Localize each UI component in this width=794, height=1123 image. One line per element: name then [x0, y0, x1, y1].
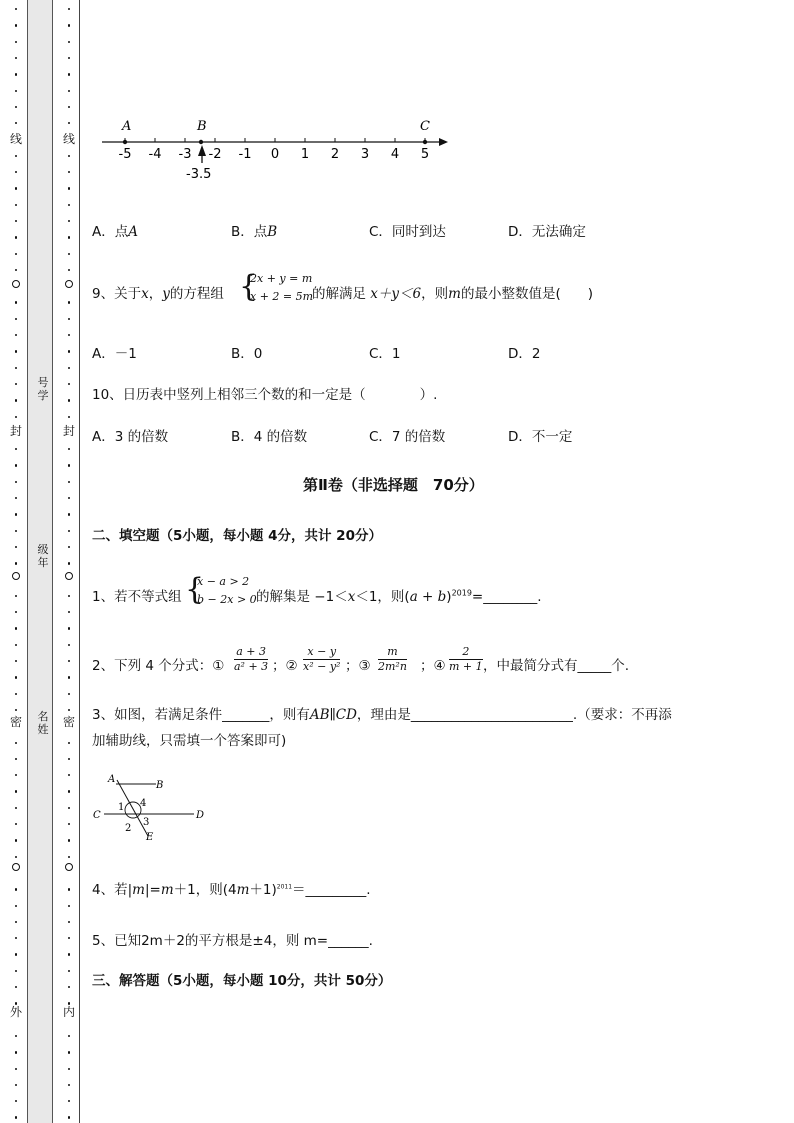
- margin-dot: [15, 253, 17, 255]
- margin-dot: [68, 236, 70, 238]
- margin-circle-icon: [12, 863, 20, 871]
- margin-dot: [15, 562, 17, 564]
- margin-dot: [15, 611, 17, 613]
- margin-dot: [68, 676, 70, 678]
- margin-dot: [68, 41, 70, 43]
- outer-label-xian: 线: [9, 132, 22, 146]
- margin-dot: [68, 807, 70, 809]
- q9-eq1: 2x + y = m: [250, 272, 313, 285]
- margin-dot: [68, 709, 70, 711]
- margin-dot: [15, 73, 17, 75]
- margin-dot: [15, 823, 17, 825]
- f1-middle: 的解集是 −1＜: [256, 589, 348, 605]
- q8-option-d: D．无法确定: [508, 224, 586, 240]
- f4-m1: m: [132, 882, 145, 898]
- margin-dot: [68, 839, 70, 841]
- point-b-label: B: [197, 119, 207, 134]
- margin-dot: [68, 953, 70, 955]
- f1-exponent: 2019: [451, 588, 472, 598]
- f2-prefix: 2、下列 4 个分式：①: [92, 658, 225, 674]
- margin-dot: [15, 1116, 17, 1118]
- q10-text: 10、日历表中竖列上相邻三个数的和一定是（ ）.: [92, 387, 438, 403]
- margin-dot: [15, 448, 17, 450]
- q9-prefix-text: 9、关于: [92, 286, 142, 302]
- q9-tail: ，则: [421, 286, 449, 302]
- f2-sep-2: ；②: [272, 658, 298, 674]
- margin-dot: [15, 464, 17, 466]
- q9-option-a: A．－1: [92, 346, 137, 362]
- margin-dot: [68, 1035, 70, 1037]
- fill-question-5: 5、已知2m＋2的平方根是±4，则 m=______.: [92, 933, 373, 949]
- fig-label-c: C: [93, 810, 101, 821]
- tick-label: 3: [360, 147, 370, 162]
- f2-fraction-2: [303, 645, 340, 674]
- q9-var-y: y: [162, 286, 170, 302]
- margin-dot: [68, 253, 70, 255]
- margin-dot: [15, 24, 17, 26]
- margin-dot: [68, 73, 70, 75]
- tick-label: 0: [270, 147, 280, 162]
- margin-dot: [68, 57, 70, 59]
- margin-dot: [68, 823, 70, 825]
- f1-prefix: 1、若不等式组: [92, 589, 182, 605]
- f1-ab: a + b: [409, 589, 447, 605]
- f1-ineq1: x − a > 2: [197, 575, 250, 588]
- field-student-number: 号 学: [37, 376, 49, 402]
- margin-dot: [68, 986, 70, 988]
- margin-dot: [15, 807, 17, 809]
- tick-label: -4: [148, 147, 162, 162]
- part2-title: 第Ⅱ卷（非选择题 70分）: [303, 476, 484, 494]
- margin-dot: [68, 171, 70, 173]
- margin-dot: [15, 155, 17, 157]
- margin-dot: [68, 888, 70, 890]
- margin-dot: [68, 546, 70, 548]
- inner-label-mi: 密: [62, 715, 75, 729]
- margin-dot: [15, 318, 17, 320]
- margin-dot: [68, 905, 70, 907]
- q10-option-a: A．3 的倍数: [92, 429, 169, 445]
- margin-dot: [68, 660, 70, 662]
- margin-dot: [15, 399, 17, 401]
- q8-option-b-text: B．点: [231, 224, 268, 240]
- margin-dot: [68, 1100, 70, 1102]
- field-name: 名 姓: [37, 710, 49, 736]
- tick-label: 2: [330, 147, 340, 162]
- margin-dot: [68, 220, 70, 222]
- margin-dot: [15, 986, 17, 988]
- tick-label: -5: [118, 147, 132, 162]
- margin-dot: [68, 562, 70, 564]
- q10-option-d: D．不一定: [508, 429, 573, 445]
- margin-dot: [15, 758, 17, 760]
- tick-label: 1: [300, 147, 310, 162]
- margin-dot: [68, 856, 70, 858]
- margin-dot: [68, 758, 70, 760]
- f2-fraction-2-den: x² − y²: [303, 660, 341, 673]
- fig-label-d: D: [196, 810, 205, 821]
- margin-dot: [15, 513, 17, 515]
- f3-line1-a: 3、如图，若满足条件_______，则有: [92, 707, 310, 723]
- margin-circle-icon: [65, 572, 73, 580]
- parallel-lines-figure: [90, 772, 220, 844]
- margin-dot: [15, 627, 17, 629]
- margin-dot: [15, 8, 17, 10]
- q10-option-c: C．7 的倍数: [369, 429, 446, 445]
- margin-dot: [15, 676, 17, 678]
- f3-line2: 加辅助线，只需填一个答案即可): [92, 733, 287, 749]
- margin-dot: [68, 334, 70, 336]
- q9-eq2: x + 2 = 5m: [250, 290, 314, 303]
- margin-dot: [68, 155, 70, 157]
- f2-fraction-2-num: x − y: [303, 645, 340, 660]
- margin-dot: [15, 856, 17, 858]
- margin-dot: [68, 383, 70, 385]
- margin-dot: [15, 790, 17, 792]
- margin-dot: [15, 742, 17, 744]
- f1-ineq2: b − 2x > 0: [197, 593, 257, 606]
- f2-fraction-1-den: a² + 3: [234, 660, 269, 673]
- section2-title: 二、填空题（5小题，每小题 4分，共计 20分）: [92, 528, 382, 544]
- outer-label-mi: 密: [9, 715, 22, 729]
- f1-tail: =________.: [471, 589, 542, 605]
- f4-close: ＋1): [249, 882, 277, 898]
- f2-fraction-1: [234, 645, 268, 674]
- margin-dot: [68, 8, 70, 10]
- q9-rest: [312, 282, 593, 302]
- margin-dot: [15, 530, 17, 532]
- margin-dot: [15, 595, 17, 597]
- margin-dot: [15, 905, 17, 907]
- margin-dot: [15, 301, 17, 303]
- margin-dot: [68, 1068, 70, 1070]
- f4-mid: |=: [144, 882, 161, 898]
- margin-dot: [15, 122, 17, 124]
- margin-dot: [15, 1100, 17, 1102]
- margin-dot: [68, 204, 70, 206]
- margin-dot: [68, 611, 70, 613]
- margin-dot: [68, 106, 70, 108]
- margin-dot: [15, 220, 17, 222]
- q10-option-b: B．4 的倍数: [231, 429, 308, 445]
- margin-dot: [15, 660, 17, 662]
- margin-dot: [15, 774, 17, 776]
- pointer-arrowhead: [198, 145, 206, 156]
- margin-dot: [15, 937, 17, 939]
- f3-line1-b: ，理由是________________________.（要求：不再添: [356, 707, 672, 723]
- margin-dot: [68, 1051, 70, 1053]
- q8-option-b: [231, 220, 277, 240]
- margin-dot: [15, 693, 17, 695]
- f2-fraction-3-den: 2m²n: [378, 660, 407, 673]
- margin-dot: [15, 41, 17, 43]
- fig-angle-3: 3: [143, 817, 150, 828]
- margin-dot: [68, 187, 70, 189]
- margin-dot: [68, 24, 70, 26]
- q9-prefix: [92, 282, 224, 302]
- inner-label-nei: 内: [62, 1005, 75, 1019]
- q8-option-a-var: A: [128, 224, 138, 240]
- margin-dot: [15, 888, 17, 890]
- margin-dot: [15, 90, 17, 92]
- q9-var-m: m: [448, 286, 461, 302]
- f2-fraction-3-num: m: [378, 645, 407, 660]
- margin-dot: [68, 595, 70, 597]
- margin-dot: [68, 497, 70, 499]
- f4-m2: m: [160, 882, 174, 898]
- margin-dot: [15, 839, 17, 841]
- margin-dot: [68, 367, 70, 369]
- f4-exponent: 2011: [276, 883, 293, 891]
- margin-dot: [68, 921, 70, 923]
- margin-circle-icon: [12, 280, 20, 288]
- margin-dot: [68, 481, 70, 483]
- q9-option-c: C．1: [369, 346, 401, 362]
- f2-fraction-1-num: a + 3: [234, 645, 268, 660]
- margin-dot: [15, 350, 17, 352]
- tick-label: -1: [238, 147, 252, 162]
- margin-dot: [68, 530, 70, 532]
- margin-dot: [68, 399, 70, 401]
- f1-brace-icon: {: [185, 572, 205, 607]
- margin-dot: [68, 627, 70, 629]
- f4-plus: ＋1，则(4: [173, 882, 237, 898]
- tick-label: 4: [390, 147, 400, 162]
- point-a-label: A: [122, 119, 132, 134]
- inner-label-xian: 线: [62, 132, 75, 146]
- margin-dot: [68, 790, 70, 792]
- tick-label: -3: [178, 147, 192, 162]
- margin-dot: [15, 970, 17, 972]
- tick-label: -2: [208, 147, 222, 162]
- margin-dot: [15, 204, 17, 206]
- f1-close: ): [446, 589, 452, 605]
- margin-dot: [15, 709, 17, 711]
- margin-dot: [15, 921, 17, 923]
- number-line: [96, 112, 466, 187]
- margin-dot: [15, 57, 17, 59]
- f2-fraction-3: [378, 645, 407, 674]
- q8-option-c: C．同时到达: [369, 224, 446, 240]
- fig-angle-4: 4: [140, 798, 147, 809]
- f2-fraction-4-den: m + 1: [449, 660, 483, 673]
- f2-fraction-4: [449, 645, 483, 674]
- margin-dot: [15, 546, 17, 548]
- margin-dot: [68, 1084, 70, 1086]
- point-a-dot: [123, 140, 127, 144]
- margin-dot: [15, 269, 17, 271]
- fig-label-e: E: [146, 832, 154, 843]
- f3-line1: [92, 703, 672, 723]
- f3-parallel: AB∥CD: [309, 707, 357, 723]
- q9-after: 的解满足: [312, 286, 366, 302]
- margin-dot: [15, 1035, 17, 1037]
- margin-dot: [68, 416, 70, 418]
- section3-title: 三、解答题（5小题，每小题 10分，共计 50分）: [92, 973, 392, 989]
- q8-option-a-text: A．点: [92, 224, 129, 240]
- point-c-label: C: [420, 119, 430, 134]
- margin-dot: [15, 171, 17, 173]
- margin-dot: [15, 644, 17, 646]
- margin-dot: [68, 318, 70, 320]
- fill-question-4: [92, 878, 371, 898]
- f2-tail: ，中最简分式有_____个.: [483, 658, 630, 674]
- margin-dot: [68, 90, 70, 92]
- number-line-arrowhead: [439, 138, 448, 146]
- binding-border-line: [79, 0, 80, 1123]
- margin-dot: [15, 497, 17, 499]
- margin-dot: [68, 1116, 70, 1118]
- q8-option-b-var: B: [267, 224, 278, 240]
- q9-condition: x＋y＜6: [370, 286, 422, 302]
- q9-option-d: D．2: [508, 346, 541, 362]
- f4-tail: ＝_________.: [292, 882, 371, 898]
- margin-circle-icon: [65, 863, 73, 871]
- margin-dot: [68, 937, 70, 939]
- f4-prefix: 4、若|: [92, 882, 133, 898]
- margin-dot: [68, 464, 70, 466]
- margin-dot: [15, 953, 17, 955]
- margin-dot: [15, 383, 17, 385]
- point-b-dot: [199, 140, 203, 144]
- q9-end: 的最小整数值是( ): [460, 286, 593, 302]
- margin-dot: [15, 481, 17, 483]
- q8-option-a: [92, 220, 138, 240]
- tick-label: 5: [420, 147, 430, 162]
- f4-m3: m: [236, 882, 250, 898]
- f1-lt1: ＜1，则(: [355, 589, 410, 605]
- q9-var-x: x: [141, 286, 149, 302]
- pointer-label: -3.5: [186, 167, 212, 182]
- fig-angle-1: 1: [118, 802, 125, 813]
- margin-dot: [68, 301, 70, 303]
- margin-dot: [68, 742, 70, 744]
- margin-dot: [68, 269, 70, 271]
- margin-dot: [15, 416, 17, 418]
- margin-dot: [68, 122, 70, 124]
- margin-dot: [68, 350, 70, 352]
- q9-brace-icon: {: [239, 269, 259, 304]
- fig-label-a: A: [108, 774, 116, 785]
- margin-circle-icon: [65, 280, 73, 288]
- angle-circle: [125, 802, 141, 818]
- q9-sep: ，: [148, 286, 163, 302]
- margin-dot: [68, 970, 70, 972]
- q9-option-b: B．0: [231, 346, 263, 362]
- margin-dot: [68, 693, 70, 695]
- margin-dot: [15, 1051, 17, 1053]
- margin-dot: [15, 187, 17, 189]
- outer-label-feng: 封: [9, 424, 22, 438]
- field-grade: 级 年: [37, 543, 49, 569]
- q9-mid: 的方程组: [169, 286, 224, 302]
- margin-dot: [15, 1068, 17, 1070]
- margin-dot: [15, 1084, 17, 1086]
- point-c-dot: [423, 140, 427, 144]
- f2-sep-3: ；③: [345, 658, 371, 674]
- margin-circle-icon: [12, 572, 20, 580]
- margin-dot: [15, 106, 17, 108]
- margin-dot: [68, 774, 70, 776]
- margin-dot: [15, 236, 17, 238]
- margin-dot: [68, 513, 70, 515]
- margin-dot: [68, 448, 70, 450]
- inner-label-feng: 封: [62, 424, 75, 438]
- margin-dot: [15, 334, 17, 336]
- margin-dot: [15, 367, 17, 369]
- outer-label-wai: 外: [9, 1005, 22, 1019]
- fig-angle-2: 2: [125, 823, 132, 834]
- f1-var-x: x: [347, 589, 356, 605]
- margin-dot: [68, 644, 70, 646]
- f1-rest: [256, 585, 542, 605]
- f2-fraction-4-num: 2: [449, 645, 483, 660]
- f2-sep-4: ；④: [420, 658, 446, 674]
- fig-label-b: B: [156, 780, 164, 791]
